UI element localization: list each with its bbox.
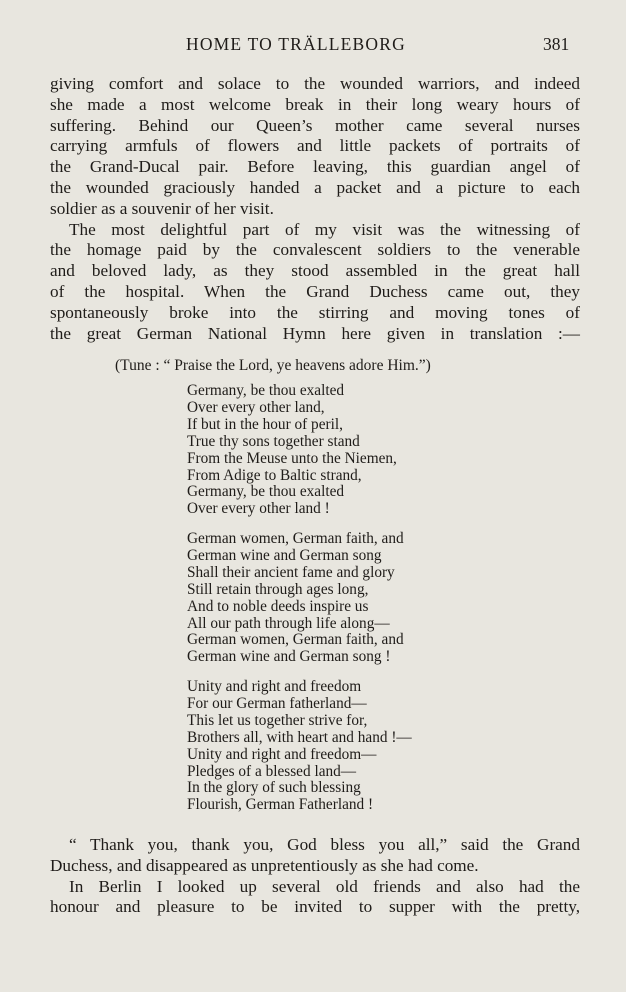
verse-line: Flourish, German Fatherland ! [187,796,374,814]
verse-line: True thy sons together stand [187,432,360,450]
text-line: of the hospital. When the Grand Duchess came out, they [50,281,580,301]
verse-line: Germany, be thou exalted [187,483,345,501]
verse-line: Brothers all, with heart and hand !— [187,728,412,746]
verse-line: If but in the hour of peril, [187,415,343,433]
body-text-bottom [50,835,580,918]
verse-line: Over every other land, [187,398,325,416]
verse-line: Over every other land ! [187,500,330,518]
verse-line: German women, German faith, and [187,530,404,547]
text-line: soldier as a souvenir of her visit. [50,198,274,218]
page-number: 381 [543,34,570,54]
text-line: suffering. Behind our Queen’s mother came several nurses [50,115,580,135]
paragraph-hospital-visit [50,74,580,220]
verse-line: This let us together strive for, [187,711,368,729]
text-line: “ Thank you, thank you, God bless you all,” said the Grand [69,835,580,854]
text-line: the Grand-Ducal pair. Before leaving, this guardian angel of [50,157,580,177]
verse-line: All our path through life along— [187,614,390,632]
verse-line: Shall their ancient fame and glory [187,563,395,581]
verse-line: German wine and German song ! [187,648,391,666]
text-line: giving comfort and solace to the wounded warriors, and indeed [50,74,580,93]
text-line: The most delightful part of my visit was the witnessing of [69,219,580,239]
running-head-title: HOME TO TRÄLLEBORG [186,34,406,54]
body-text-top [50,74,580,344]
verse-line: German wine and German song [187,546,382,564]
verse-line: Germany, be thou exalted [187,382,345,399]
paragraph-thank-you [50,835,580,877]
verse-line: In the glory of such blessing [187,779,361,797]
poem-stanza-2 [187,531,404,666]
text-line: the wounded graciously handed a packet and a picture to each [50,177,580,197]
verse-line: German women, German faith, and [187,631,404,649]
verse-line: Unity and right and freedom— [187,745,377,763]
verse-line: Unity and right and freedom [187,678,362,695]
text-line: carrying armfuls of flowers and little packets of portraits of [50,136,580,156]
text-line: and beloved lady, as they stood assembled in the great hall [50,261,580,281]
text-line: spontaneously broke into the stirring and moving tones of [50,302,580,322]
running-head [0,34,626,64]
text-line: she made a most welcome break in their long weary hours of [50,94,580,114]
verse-line: From the Meuse unto the Niemen, [187,449,397,467]
text-line: honour and pleasure to be invited to supper with the pretty, [50,897,580,917]
verse-line: And to noble deeds inspire us [187,597,369,615]
verse-line: From Adige to Baltic strand, [187,466,362,484]
paragraph-berlin [50,877,580,919]
verse-line: For our German fatherland— [187,694,367,712]
tune-line: (Tune : “ Praise the Lord, ye heavens adore Him.”) [115,357,431,374]
verse-line: Still retain through ages long, [187,580,369,598]
poem-stanza-1 [187,383,397,518]
text-line: Duchess, and disappeared as unpretentiously as she had come. [50,855,479,875]
paragraph-homage [50,220,580,345]
text-line: In Berlin I looked up several old friends and also had the [69,876,580,896]
text-line: the great German National Hymn here given in translation :— [50,323,580,343]
poem-stanza-3 [187,679,412,814]
verse-line: Pledges of a blessed land— [187,762,357,780]
text-line: the homage paid by the convalescent soldiers to the venerable [50,240,580,260]
